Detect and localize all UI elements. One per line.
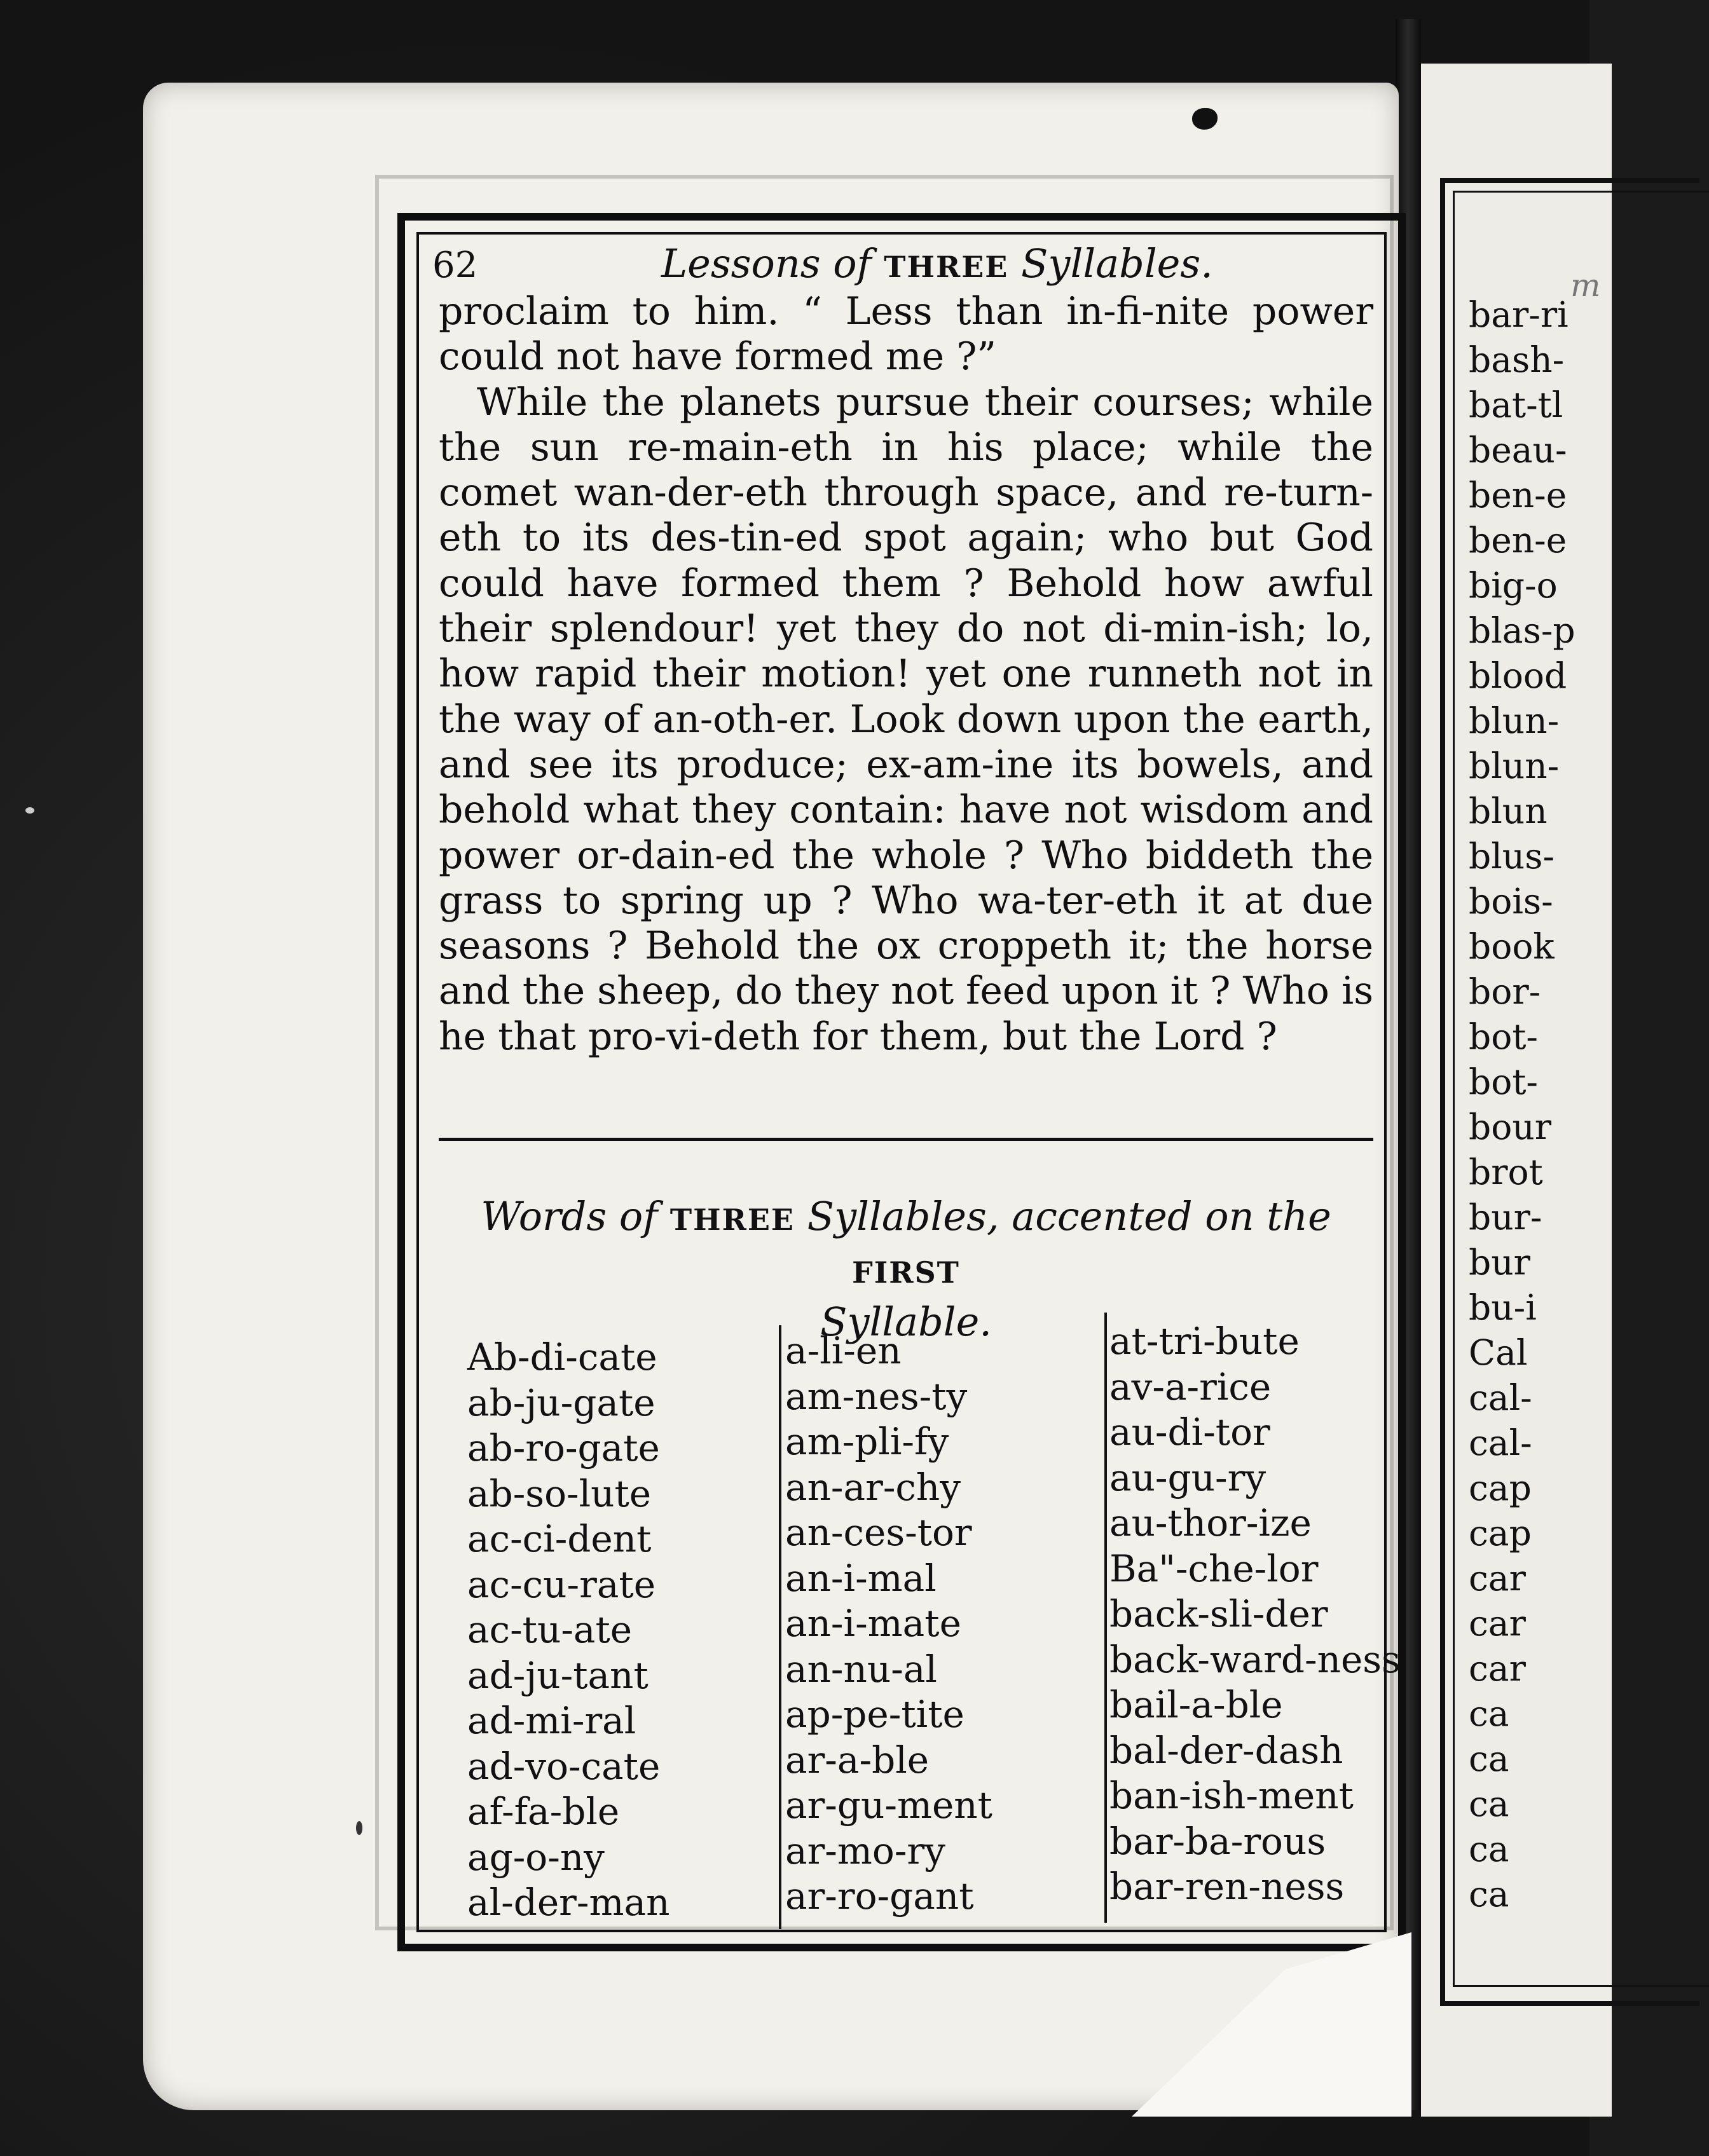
facing-word-fragment: ca bbox=[1469, 1829, 1509, 1869]
word-entry: a-li-en bbox=[785, 1329, 902, 1372]
section-heading-caps1: THREE bbox=[669, 1203, 795, 1237]
word-entry: ar-ro-gant bbox=[785, 1874, 974, 1918]
facing-word-fragment: ca bbox=[1469, 1738, 1509, 1779]
word-entry: af-fa-ble bbox=[467, 1790, 620, 1833]
word-entry: ag-o-ny bbox=[467, 1835, 605, 1879]
running-head bbox=[661, 240, 1213, 287]
word-entry: ap-pe-tite bbox=[785, 1693, 964, 1736]
word-entry: back-sli-der bbox=[1109, 1592, 1328, 1635]
word-entry: ab-ju-gate bbox=[467, 1381, 655, 1424]
word-column-2 bbox=[785, 1328, 992, 1920]
facing-word-fragment: blun bbox=[1469, 791, 1548, 831]
facing-word-fragment: bor- bbox=[1469, 971, 1541, 1012]
facing-word-fragment: big-o bbox=[1469, 565, 1558, 606]
facing-word-fragment: blood bbox=[1469, 655, 1567, 696]
facing-word-fragment: blun- bbox=[1469, 746, 1560, 786]
word-entry: av-a-rice bbox=[1109, 1365, 1272, 1409]
word-entry: ar-gu-ment bbox=[785, 1784, 992, 1827]
word-entry: ac-tu-ate bbox=[467, 1608, 633, 1651]
facing-word-fragment: ben-e bbox=[1469, 475, 1567, 515]
section-heading-part3: Syllable. bbox=[820, 1299, 992, 1345]
section-heading-part2: Syllables, accented on the bbox=[807, 1193, 1331, 1239]
word-entry: bar-ren-ness bbox=[1109, 1865, 1345, 1908]
section-heading-caps2: FIRST bbox=[852, 1255, 960, 1290]
facing-word-fragment: Cal bbox=[1469, 1332, 1528, 1373]
facing-word-fragment: car bbox=[1469, 1603, 1526, 1644]
page-number: 62 bbox=[432, 245, 478, 286]
facing-word-fragment: beau- bbox=[1469, 430, 1567, 470]
facing-word-fragment: ben-e bbox=[1469, 520, 1567, 561]
facing-word-fragment: ca bbox=[1469, 1874, 1509, 1914]
facing-word-fragment: bour bbox=[1469, 1107, 1552, 1147]
facing-word-fragment: bur bbox=[1469, 1242, 1530, 1283]
facing-page-top-fragment: m bbox=[1570, 267, 1601, 304]
word-entry: at-tri-bute bbox=[1109, 1320, 1300, 1363]
facing-word-fragment: bois- bbox=[1469, 881, 1553, 922]
facing-word-fragment: brot bbox=[1469, 1152, 1543, 1192]
facing-word-fragment: cal- bbox=[1469, 1423, 1532, 1463]
word-entry: an-i-mal bbox=[785, 1556, 937, 1600]
facing-word-fragment: blus- bbox=[1469, 836, 1555, 877]
facing-word-fragment: bat-tl bbox=[1469, 385, 1563, 425]
column-divider bbox=[779, 1325, 781, 1929]
facing-page-word-list bbox=[1469, 292, 1634, 1917]
running-head-part2: Syllables. bbox=[1021, 240, 1213, 287]
facing-word-fragment: cal- bbox=[1469, 1377, 1532, 1418]
facing-word-fragment: bot- bbox=[1469, 1061, 1539, 1102]
word-column-1 bbox=[467, 1335, 669, 1926]
word-entry: au-thor-ize bbox=[1109, 1501, 1312, 1545]
facing-word-fragment: blas-p bbox=[1469, 610, 1575, 651]
facing-page bbox=[1421, 64, 1612, 2117]
word-entry: au-di-tor bbox=[1109, 1410, 1270, 1454]
column-divider bbox=[1104, 1313, 1107, 1923]
running-head-part1: Lessons of bbox=[661, 240, 872, 287]
word-entry: ar-a-ble bbox=[785, 1738, 930, 1782]
word-entry: ban-ish-ment bbox=[1109, 1774, 1354, 1817]
word-entry: al-der-man bbox=[467, 1881, 670, 1924]
lesson-text bbox=[439, 289, 1373, 1060]
word-entry: ab-so-lute bbox=[467, 1471, 652, 1515]
word-entry: bar-ba-rous bbox=[1109, 1819, 1326, 1863]
speck bbox=[25, 807, 34, 814]
facing-word-fragment: bu-i bbox=[1469, 1287, 1537, 1328]
word-entry: ac-cu-rate bbox=[467, 1562, 656, 1606]
word-entry: bail-a-ble bbox=[1109, 1683, 1283, 1726]
facing-word-fragment: blun- bbox=[1469, 700, 1560, 741]
section-divider bbox=[439, 1138, 1373, 1141]
word-entry: ar-mo-ry bbox=[785, 1829, 945, 1873]
facing-word-fragment: ca bbox=[1469, 1693, 1509, 1734]
word-entry: ad-vo-cate bbox=[467, 1744, 661, 1788]
running-head-caps: THREE bbox=[884, 250, 1009, 284]
word-entry: an-nu-al bbox=[785, 1647, 937, 1691]
facing-word-fragment: bur- bbox=[1469, 1197, 1542, 1238]
word-entry: ad-mi-ral bbox=[467, 1699, 636, 1742]
lesson-paragraph: proclaim to him. “ Less than in-fi-nite power could not have formed me ?” bbox=[439, 289, 1373, 379]
word-entry: au-gu-ry bbox=[1109, 1456, 1266, 1499]
speck bbox=[356, 1821, 362, 1835]
word-entry: an-ces-tor bbox=[785, 1511, 972, 1554]
word-entry: Ba"-che-lor bbox=[1109, 1546, 1319, 1590]
word-entry: Ab-di-cate bbox=[467, 1335, 657, 1379]
word-entry: an-ar-chy bbox=[785, 1465, 961, 1509]
facing-word-fragment: car bbox=[1469, 1648, 1526, 1689]
word-entry: am-pli-fy bbox=[785, 1420, 949, 1463]
facing-word-fragment: cap bbox=[1469, 1513, 1532, 1553]
word-entry: am-nes-ty bbox=[785, 1374, 968, 1418]
facing-word-fragment: book bbox=[1469, 926, 1555, 967]
word-entry: bal-der-dash bbox=[1109, 1728, 1343, 1772]
section-heading-part1: Words of bbox=[481, 1193, 658, 1239]
word-entry: an-i-mate bbox=[785, 1602, 961, 1645]
word-column-3 bbox=[1109, 1319, 1401, 1910]
word-entry: ab-ro-gate bbox=[467, 1426, 660, 1470]
lesson-paragraph: While the planets pursue their courses; while the sun re-main-eth in his place; while the comet wan-der-eth through space, and re-turn-eth to its des-tin-ed spot again; who but God could have formed them ? Behold how awful their splendour! yet they do not di-min-ish; lo, how rapid their motion! yet one runneth not in the way of an-oth-er. Look down upon the earth, and see its produce; ex-am-ine its bowels, and behold what they contain: have not wisdom and power or-dain-ed the whole ? Who biddeth the grass to spring up ? Who wa-ter-eth it at due seasons ? Behold the ox croppeth it; the horse and the sheep, do they not feed upon it ? Who is he that pro-vi-deth for them, but the Lord ? bbox=[439, 379, 1373, 1059]
word-entry: ad-ju-tant bbox=[467, 1653, 649, 1697]
word-entry: back-ward-ness bbox=[1109, 1637, 1401, 1681]
facing-word-fragment: bot- bbox=[1469, 1016, 1539, 1057]
facing-word-fragment: cap bbox=[1469, 1468, 1532, 1508]
facing-word-fragment: bash- bbox=[1469, 339, 1565, 380]
facing-word-fragment: bar-ri bbox=[1469, 294, 1568, 335]
word-entry: ac-ci-dent bbox=[467, 1517, 652, 1560]
facing-word-fragment: car bbox=[1469, 1558, 1526, 1599]
facing-word-fragment: ca bbox=[1469, 1784, 1509, 1824]
